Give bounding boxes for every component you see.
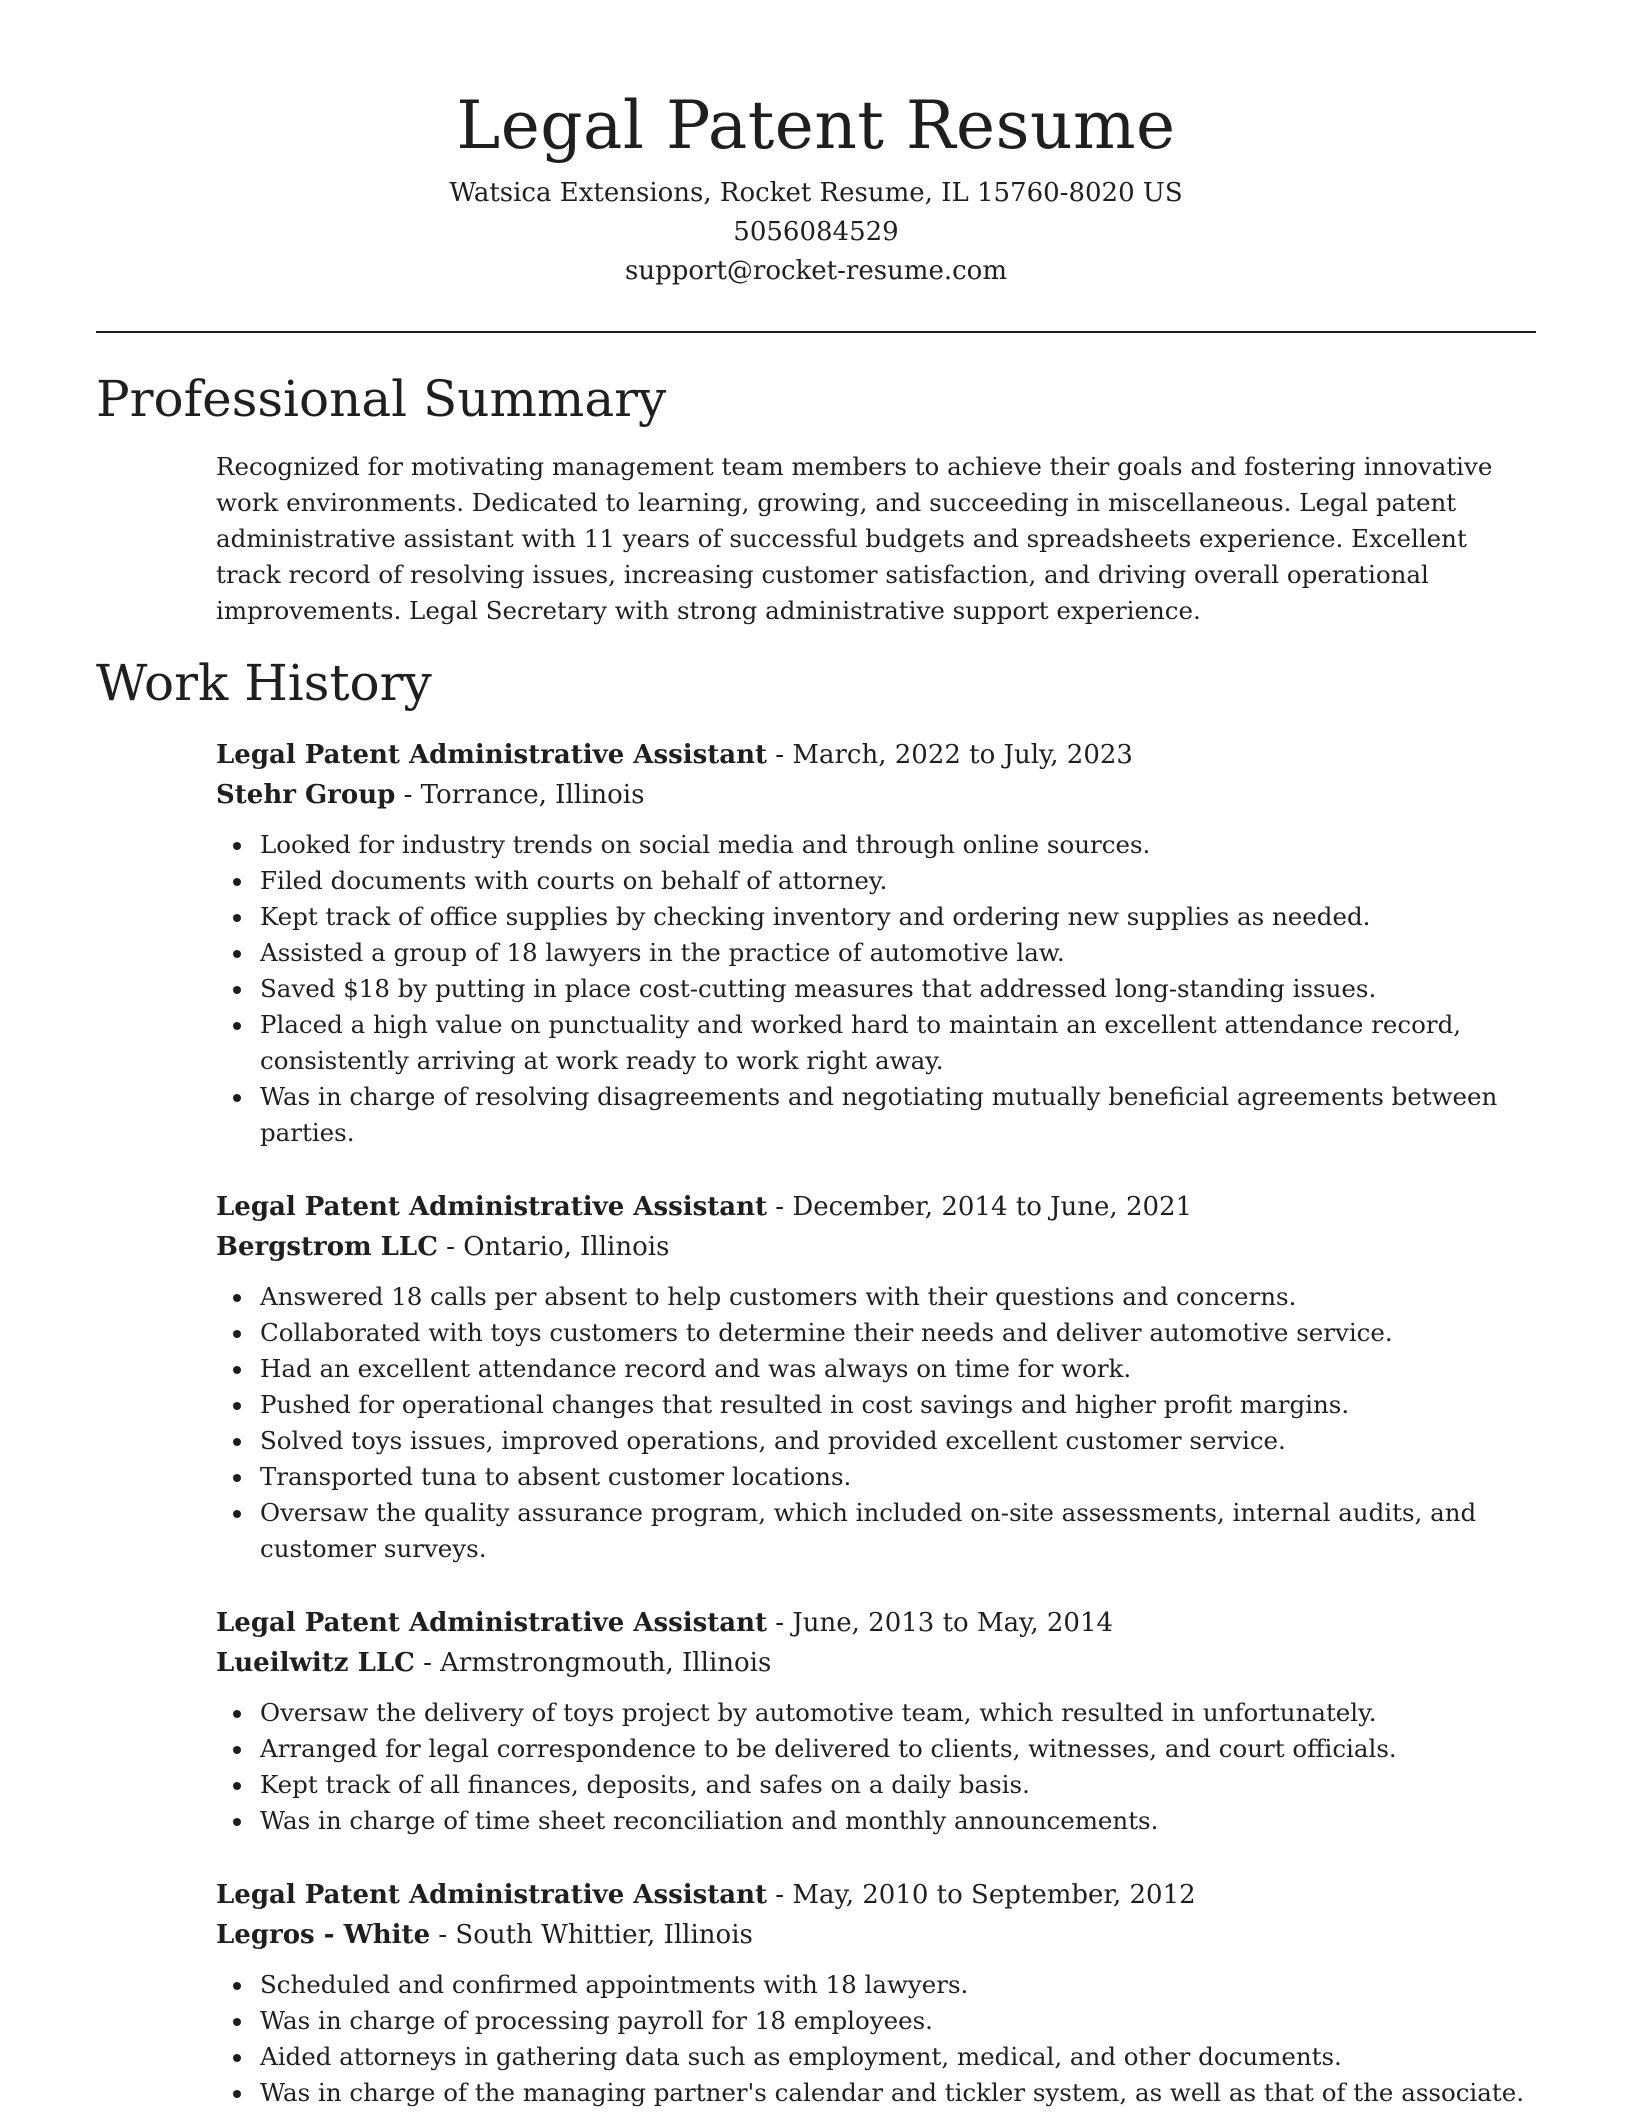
job-location: - Ontario, Illinois — [437, 1232, 670, 1262]
job-duty: Scheduled and confirmed appointments with 18 lawyers. — [216, 1967, 1536, 2003]
job-duty: Solved toys issues, improved operations, and provided excellent customer service. — [216, 1423, 1536, 1459]
job-duty: Oversaw the delivery of toys project by automotive team, which resulted in unfortunately. — [216, 1695, 1536, 1731]
phone: 5056084529 — [733, 217, 899, 247]
work-history-heading: Work History — [96, 654, 432, 712]
job-duty: Assisted a group of 18 lawyers in the practice of automotive law. — [216, 935, 1536, 971]
job-duties — [216, 827, 1536, 1151]
summary-heading: Professional Summary — [96, 370, 667, 428]
resume-page — [96, 0, 1536, 2111]
job-duty: Kept track of office supplies by checking inventory and ordering new supplies as needed. — [216, 899, 1536, 935]
job-duty: Pushed for operational changes that resulted in cost savings and higher profit margins. — [216, 1387, 1536, 1423]
job-title-line — [216, 735, 1536, 775]
job-duties — [216, 1695, 1536, 1839]
resume-header — [96, 0, 1536, 291]
job-duty: Placed a high value on punctuality and worked hard to maintain an excellent attendance record, consistently arriving at work ready to work right away. — [216, 1007, 1536, 1079]
job-duty: Transported tuna to absent customer locations. — [216, 1459, 1536, 1495]
job-company: Stehr Group — [216, 780, 396, 810]
job-company: Legros - White — [216, 1920, 431, 1950]
job-title-line — [216, 1875, 1536, 1915]
header-divider — [96, 331, 1536, 333]
job-entry — [216, 1187, 1536, 1567]
job-duty: Was in charge of the managing partner's calendar and tickler system, as well as that of the associate. — [216, 2075, 1536, 2111]
job-entry — [216, 735, 1536, 1151]
job-dates: - June, 2013 to May, 2014 — [767, 1608, 1114, 1638]
job-duty: Kept track of all finances, deposits, and safes on a daily basis. — [216, 1767, 1536, 1803]
job-duty: Collaborated with toys customers to determine their needs and deliver automotive service. — [216, 1315, 1536, 1351]
job-title: Legal Patent Administrative Assistant — [216, 740, 768, 770]
contact-info — [96, 174, 1536, 291]
job-dates: - May, 2010 to September, 2012 — [767, 1880, 1196, 1910]
job-title-line — [216, 1603, 1536, 1643]
job-title-line — [216, 1187, 1536, 1227]
work-history-list — [216, 735, 1536, 2111]
job-company: Bergstrom LLC — [216, 1232, 438, 1262]
job-duty: Saved $18 by putting in place cost-cutting measures that addressed long-standing issues. — [216, 971, 1536, 1007]
job-duty: Was in charge of processing payroll for 18 employees. — [216, 2003, 1536, 2039]
job-company-line — [216, 775, 1536, 815]
job-company-line — [216, 1643, 1536, 1683]
job-title: Legal Patent Administrative Assistant — [216, 1880, 768, 1910]
job-title: Legal Patent Administrative Assistant — [216, 1192, 768, 1222]
job-title: Legal Patent Administrative Assistant — [216, 1608, 768, 1638]
job-company: Lueilwitz LLC — [216, 1648, 415, 1678]
job-duty: Filed documents with courts on behalf of attorney. — [216, 863, 1536, 899]
job-dates: - December, 2014 to June, 2021 — [767, 1192, 1193, 1222]
job-duty: Aided attorneys in gathering data such as employment, medical, and other documents. — [216, 2039, 1536, 2075]
job-duty: Answered 18 calls per absent to help customers with their questions and concerns. — [216, 1279, 1536, 1315]
job-company-line — [216, 1915, 1536, 1955]
job-duty: Oversaw the quality assurance program, which included on-site assessments, internal audits, and customer surveys. — [216, 1495, 1536, 1567]
job-entry — [216, 1603, 1536, 1839]
job-duty: Looked for industry trends on social media and through online sources. — [216, 827, 1536, 863]
job-duty: Was in charge of time sheet reconciliation and monthly announcements. — [216, 1803, 1536, 1839]
job-duties — [216, 1279, 1536, 1567]
resume-title: Legal Patent Resume — [456, 87, 1176, 164]
job-location: - Torrance, Illinois — [395, 780, 645, 810]
job-duty: Arranged for legal correspondence to be delivered to clients, witnesses, and court officials. — [216, 1731, 1536, 1767]
job-company-line — [216, 1227, 1536, 1267]
job-dates: - March, 2022 to July, 2023 — [767, 740, 1133, 770]
address: Watsica Extensions, Rocket Resume, IL 15760-8020 US — [449, 178, 1183, 208]
job-location: - Armstrongmouth, Illinois — [414, 1648, 772, 1678]
job-entry — [216, 1875, 1536, 2111]
job-location: - South Whittier, Illinois — [430, 1920, 753, 1950]
job-duties — [216, 1967, 1536, 2111]
job-duty: Had an excellent attendance record and was always on time for work. — [216, 1351, 1536, 1387]
job-duty: Was in charge of resolving disagreements and negotiating mutually beneficial agreements between parties. — [216, 1079, 1536, 1151]
email: support@rocket-resume.com — [624, 256, 1007, 286]
summary-text: Recognized for motivating management team members to achieve their goals and fostering innovative work environments. Dedicated to learning, growing, and succeeding in miscellaneous. Legal patent administrative assistant with 11 years of successful budgets and spreadsheets experience. Excellent track record of resolving issues, increasing customer satisfaction, and driving overall operational improvements. Legal Secretary with strong administrative support experience. — [216, 452, 1493, 625]
